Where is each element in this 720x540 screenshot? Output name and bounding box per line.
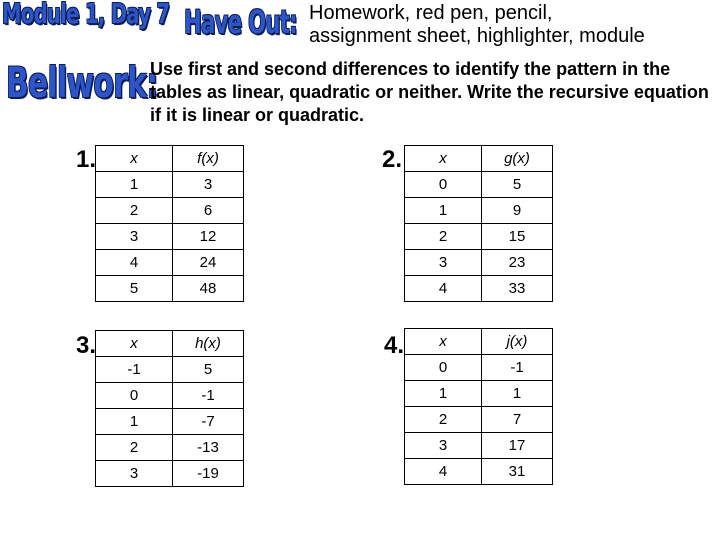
cell-y: 5 (173, 357, 244, 383)
cell-y: 48 (173, 276, 244, 302)
cell-y: -7 (173, 409, 244, 435)
cell-y: 1 (482, 381, 553, 407)
cell-y: 6 (173, 198, 244, 224)
cell-y: -19 (173, 461, 244, 487)
cell-y: -13 (173, 435, 244, 461)
cell-y: -1 (482, 355, 553, 381)
table-row (96, 172, 244, 198)
module-title: Module 1, Day 7 (2, 0, 170, 30)
table-row (96, 250, 244, 276)
problem-4-number: 4. (384, 332, 405, 359)
problem-3-number: 3. (76, 332, 97, 359)
table-header-x: x (405, 146, 482, 172)
cell-x: 1 (96, 172, 173, 198)
table-row (96, 357, 244, 383)
cell-x: 4 (405, 459, 482, 485)
table-header-hx: h(x) (173, 331, 244, 357)
cell-x: 2 (405, 407, 482, 433)
cell-y: 5 (482, 172, 553, 198)
have-out-line-1: Homework, red pen, pencil, (309, 2, 553, 24)
cell-x: 4 (96, 250, 173, 276)
cell-y: 15 (482, 224, 553, 250)
table-row (96, 276, 244, 302)
cell-x: -1 (96, 357, 173, 383)
cell-y: -1 (173, 383, 244, 409)
cell-x: 0 (96, 383, 173, 409)
table-row (405, 381, 553, 407)
cell-y: 33 (482, 276, 553, 302)
cell-y: 17 (482, 433, 553, 459)
table-row (96, 198, 244, 224)
table-header-gx: g(x) (482, 146, 553, 172)
cell-y: 9 (482, 198, 553, 224)
table-row (96, 409, 244, 435)
cell-x: 4 (405, 276, 482, 302)
table-row (405, 172, 553, 198)
cell-x: 2 (96, 435, 173, 461)
cell-x: 3 (405, 250, 482, 276)
have-out-line-2: assignment sheet, highlighter, module (309, 25, 645, 47)
cell-x: 0 (405, 172, 482, 198)
cell-y: 24 (173, 250, 244, 276)
table-row (405, 250, 553, 276)
table-header-x: x (96, 331, 173, 357)
table-row (405, 276, 553, 302)
cell-x: 5 (96, 276, 173, 302)
cell-y: 31 (482, 459, 553, 485)
table-row (405, 433, 553, 459)
bellwork-title: Bellwork: (6, 58, 158, 107)
cell-x: 3 (96, 224, 173, 250)
cell-y: 7 (482, 407, 553, 433)
problem-1-table (95, 145, 244, 302)
cell-x: 0 (405, 355, 482, 381)
table-row (96, 383, 244, 409)
problem-4-table (404, 328, 553, 485)
cell-x: 2 (405, 224, 482, 250)
table-row (96, 435, 244, 461)
cell-y: 3 (173, 172, 244, 198)
cell-y: 23 (482, 250, 553, 276)
table-row (405, 198, 553, 224)
problem-2-number: 2. (382, 146, 403, 173)
problem-2-table (404, 145, 553, 302)
problem-1-number: 1. (76, 146, 97, 173)
table-row (96, 224, 244, 250)
cell-y: 12 (173, 224, 244, 250)
cell-x: 1 (405, 198, 482, 224)
table-header-x: x (405, 329, 482, 355)
table-header-jx: j(x) (482, 329, 553, 355)
cell-x: 1 (96, 409, 173, 435)
table-row (96, 461, 244, 487)
cell-x: 1 (405, 381, 482, 407)
table-row (405, 355, 553, 381)
table-row (405, 407, 553, 433)
have-out-list (309, 2, 645, 48)
table-row (405, 224, 553, 250)
bellwork-instructions: Use first and second differences to identify the pattern in the tables as linear, quadratic or neither. Write the recursive equation if it is linear or quadratic. (150, 59, 709, 125)
table-header-x: x (96, 146, 173, 172)
cell-x: 2 (96, 198, 173, 224)
table-row (405, 459, 553, 485)
cell-x: 3 (96, 461, 173, 487)
cell-x: 3 (405, 433, 482, 459)
problem-3-table (95, 330, 244, 487)
have-out-title: Have Out: (184, 3, 297, 41)
table-header-fx: f(x) (173, 146, 244, 172)
